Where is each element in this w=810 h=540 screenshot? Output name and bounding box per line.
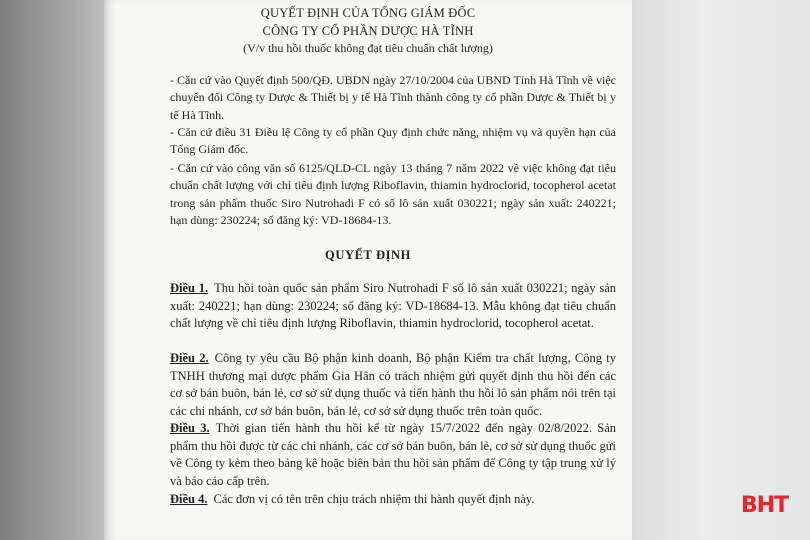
header-subject: (V/v thu hồi thuốc không đạt tiêu chuẩn chất lượng) (243, 41, 493, 55)
document-page (104, 0, 632, 540)
background-left (0, 0, 104, 540)
background-right (632, 0, 810, 540)
article-4-text: Các đơn vị có tên trên chịu trách nhiệm thi hành quyết định này. (213, 492, 535, 506)
preamble-paragraph-3: - Căn cứ vào công văn số 6125/QLD-CL ngày 13 tháng 7 năm 2022 về việc không đạt tiêu chuẩn chất lượng với chỉ tiêu định lượng Riboflavin, thiamin hydroclorid, tocopherol acetat trong sản phẩm thuốc Siro Nutrohadi F có số lô sản xuất 030221; ngày sản xuất: 240221; hạn dùng: 230224; số đăng ký: VD-18684-13. (170, 161, 616, 228)
article-1-text: Thu hồi toàn quốc sản phẩm Siro Nutrohadi F số lô sản xuất 030221; ngày sản xuất: 240221; hạn dùng: 230224; số đăng ký: VD-18684-13. Mẫu không đạt tiêu chuẩn chất lượng về chỉ tiêu định lượng Riboflavin, thiamin hydroclorid, tocopherol acetat. (170, 281, 617, 331)
article-3-text: Thời gian tiến hành thu hồi kể từ ngày 15/7/2022 đến ngày 02/8/2022. Sản phẩm thu hồi được từ các chi nhánh, các cơ sở bán buôn, bán lẻ, cơ sở sử dụng thuốc gửi về Công ty kèm theo bảng kê hoặc biên bản thu hồi sản phẩm để Công ty tập trung xử lý và báo cáo cấp trên. (170, 421, 617, 488)
article-3-label: Điều 3. (170, 421, 210, 435)
article-2-label: Điều 2. (170, 351, 209, 365)
header-title: QUYẾT ĐỊNH CỦA TỔNG GIÁM ĐỐC (260, 6, 476, 20)
article-4-label: Điều 4. (170, 492, 208, 506)
article-3 (170, 420, 616, 490)
article-1 (170, 280, 616, 333)
article-4 (170, 491, 616, 509)
decision-title: QUYẾT ĐỊNH (325, 248, 411, 262)
preamble-paragraph-1: - Căn cứ vào Quyết định 500/QĐ. UBDN ngày 27/10/2004 của UBND Tỉnh Hà Tĩnh về việc chuyển đổi Công ty Dược & Thiết bị y tế Hà Tĩnh thành công ty cổ phần Dược & Thiết bị y tế Hà Tĩnh. (170, 73, 616, 122)
preamble-paragraph-2: - Căn cứ điều 31 Điều lệ Công ty cổ phần Quy định chức năng, nhiệm vụ và quyền hạn của Tổng Giám đốc. (170, 125, 616, 157)
header-company: CÔNG TY CỔ PHẦN DƯỢC HÀ TĨNH (262, 24, 474, 38)
article-2-text: Công ty yêu cầu Bộ phận kinh doanh, Bộ phận Kiểm tra chất lượng, Công ty TNHH thương mại dược phẩm Gia Hân có trách nhiệm gửi quyết định thu hồi đến các cơ sở bán buôn, bán lẻ, cơ sở sử dụng thuốc và tiến hành thu hồi lô sản phẩm nói trên tại các chi nhánh, cơ sở bán buôn, bán lẻ, cơ sở sử dụng thuốc trên toàn quốc. (170, 351, 616, 418)
bht-watermark-logo: BHT (740, 493, 788, 518)
article-2 (170, 350, 616, 420)
article-1-label: Điều 1. (170, 281, 209, 295)
